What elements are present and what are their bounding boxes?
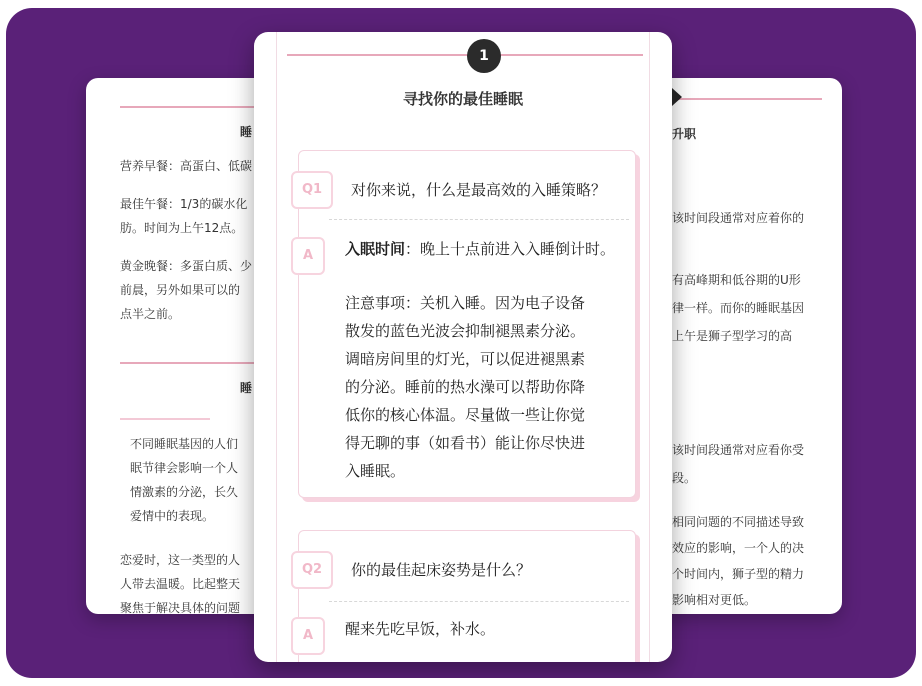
question-tag: Q1 [291, 171, 333, 209]
note-line: 注意事项：关机入睡。因为电子设备 [345, 294, 586, 312]
quote-accent [120, 418, 210, 420]
note-line: 的分泌。睡前的热水澡可以帮助你降 [345, 378, 586, 396]
text-line: 影响相对更低。 [672, 593, 757, 607]
section-heading: 升职 [672, 127, 697, 141]
text-line: 黄金晚餐：多蛋白质、少 [120, 259, 253, 273]
quote-line: 爱情中的表现。 [130, 509, 215, 523]
purple-background [6, 8, 916, 678]
answer-note [345, 289, 627, 485]
note-line: 低你的核心体温。尽量做一些让你觉 [345, 406, 586, 424]
text-line: 该时间段通常对应着你的 [672, 211, 805, 225]
qa-card [254, 32, 672, 662]
text-line: 相同问题的不同描述导致 [672, 515, 805, 529]
text-line: 肪。时间为上午12点。 [120, 221, 244, 235]
dashed-divider [329, 219, 629, 220]
text-line: 前晨，另外如果可以的 [120, 283, 241, 297]
text-line: 有高峰期和低谷期的U形 [672, 273, 801, 287]
text-line: 营养早餐：高蛋白、低碳 [120, 159, 253, 173]
question-text: 你的最佳起床姿势是什么？ [351, 561, 532, 579]
text-line: 点半之前。 [120, 307, 181, 321]
qa-item-1 [298, 150, 636, 498]
answer-text [345, 235, 627, 263]
dashed-divider [329, 601, 629, 602]
text-line: 段。 [672, 471, 697, 485]
qa-item-2 [298, 530, 636, 662]
section-heading: 睡 [240, 125, 253, 139]
answer-text: 醒来先吃早饭，补水。 [345, 620, 496, 638]
answer-label: 入眠时间 [345, 240, 406, 258]
answer-first-line: ：晚上十点前进入入睡倒计时。 [405, 240, 616, 258]
note-line: 调暗房间里的灯光，可以促进褪黑素 [345, 350, 586, 368]
answer-tag: A [291, 617, 325, 655]
question-tag: Q2 [291, 551, 333, 589]
text-line: 聚焦于解决具体的问题 [120, 601, 241, 614]
text-line: 人带去温暖。比起整天 [120, 577, 241, 591]
text-line: 恋爱时，这一类型的人 [120, 553, 241, 567]
quote-line: 情激素的分泌，长久 [130, 485, 239, 499]
note-line: 入睡眠。 [345, 462, 406, 480]
answer-tag: A [291, 237, 325, 275]
question-text: 对你来说，什么是最高效的入睡策略？ [351, 181, 607, 199]
quote-line: 眠节律会影响一个人 [130, 461, 239, 475]
text-line: 最佳午餐：1/3的碳水化 [120, 197, 248, 211]
note-line: 散发的蓝色光波会抑制褪黑素分泌。 [345, 322, 586, 340]
top-divider-line [287, 54, 643, 56]
divider-line [672, 98, 822, 100]
card-title: 寻找你的最佳睡眠 [402, 90, 523, 108]
text-line: 律一样。而你的睡眠基因 [672, 301, 805, 315]
pointer-arrow-icon [672, 88, 682, 106]
text-line: 该时间段通常对应看你受 [672, 443, 805, 457]
text-line: 上午是狮子型学习的高 [672, 329, 793, 343]
step-number-badge: 1 [467, 39, 501, 73]
text-line: 个时间内，狮子型的精力 [672, 567, 805, 581]
quote-line: 不同睡眠基因的人们 [130, 437, 239, 451]
note-line: 得无聊的事（如看书）能让你尽快进 [345, 434, 586, 452]
text-line: 效应的影响，一个人的决 [672, 541, 805, 555]
section-heading: 睡 [240, 381, 253, 395]
